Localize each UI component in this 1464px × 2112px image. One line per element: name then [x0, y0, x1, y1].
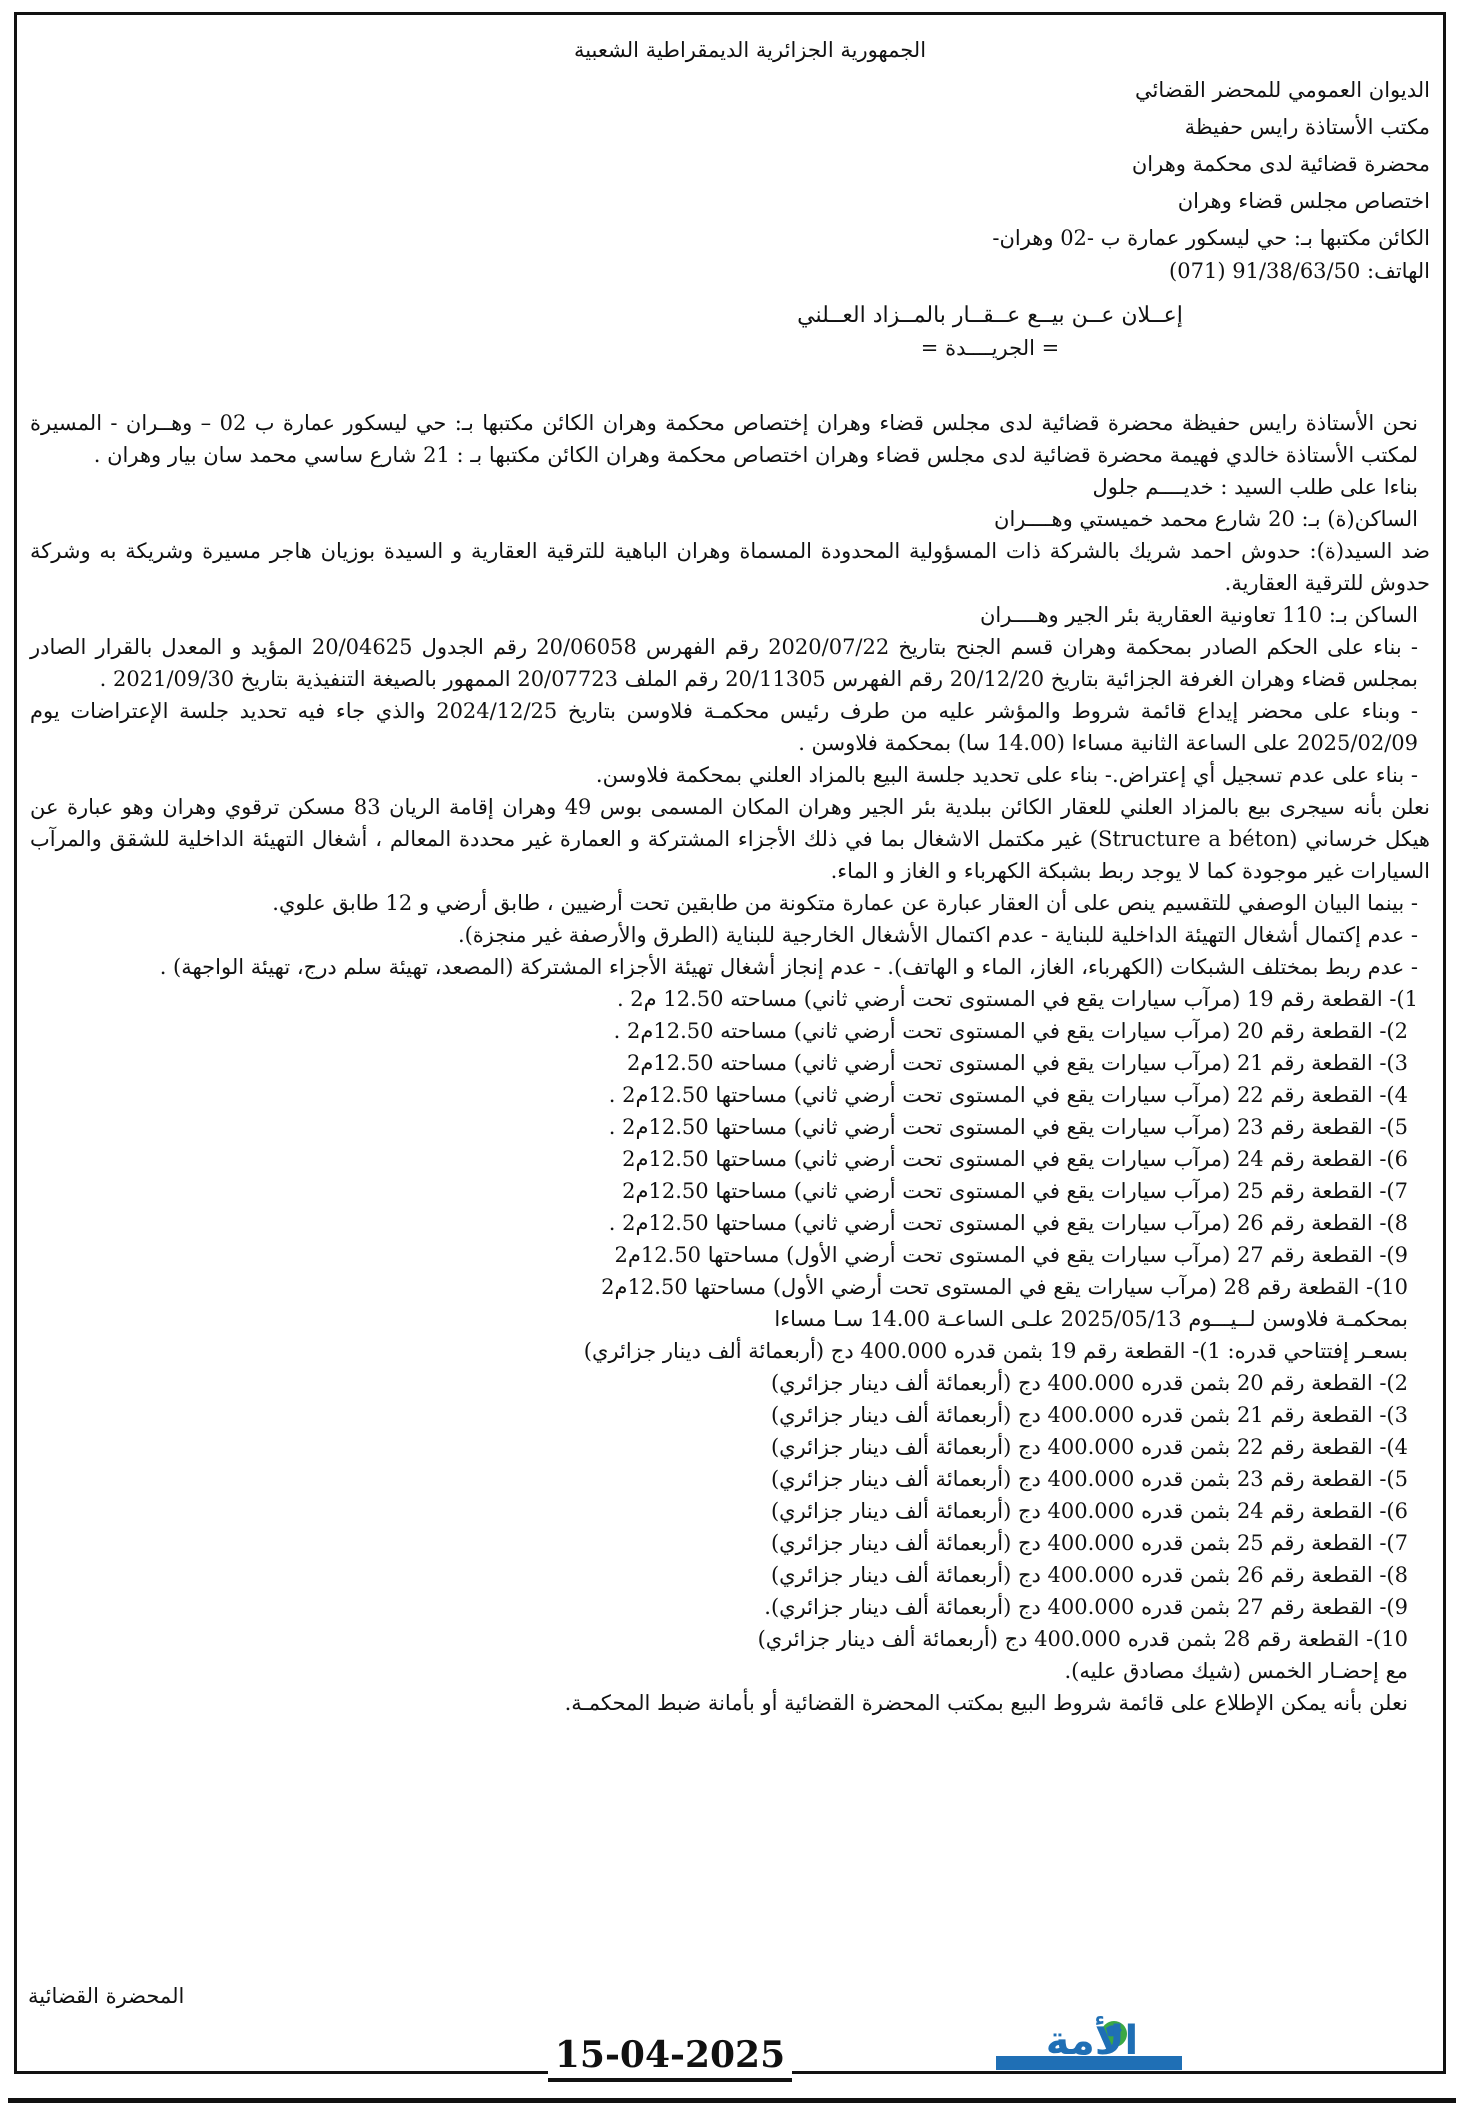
prices-list — [30, 1335, 1430, 1655]
sale-notice-paragraph: نعلن بأنه سيجرى بيع بالمزاد العلني للعقار الكائن ببلدية بئر الجير وهران المكان المسمى بوس 49 وهران إقامة الريان 83 مسكن ترقوي وهران وهو عبارة عن هيكل خرساني (Structure a béton) غير مكتمل الاشغال بما في ذلك الأجزاء المشتركة و العمارة غير محددة المعالم ، أشغال التهيئة الداخلية للشقق والمرآب السيارات غير موجودة كما لا يوجد ربط بشبكة الكهرباء و الغاز و الماء. — [30, 795, 1430, 883]
price-item: 8)- القطعة رقم 26 بثمن قدره 400.000 دج (أربعمائة ألف دينار جزائري) — [770, 1563, 1408, 1587]
price-item: 2)- القطعة رقم 20 بثمن قدره 400.000 دج (أربعمائة ألف دينار جزائري) — [770, 1371, 1408, 1395]
logo-text: الأمة — [1045, 2018, 1139, 2064]
request-line: بناءا على طلب السيد : خديــــم جلول — [1092, 475, 1418, 499]
office-line: محضرة قضائية لدى محكمة وهران — [1131, 152, 1430, 176]
lot-item: 10)- القطعة رقم 28 (مرآب سيارات يقع في المستوى تحت أرضي الأول) مساحتها 12.50م2 — [601, 1275, 1408, 1299]
lot-item: 2)- القطعة رقم 20 (مرآب سيارات يقع في المستوى تحت أرضي ثاني) مساحته 12.50م2 . — [613, 1019, 1408, 1043]
intro-paragraph: نحن الأستاذة رايس حفيظة محضرة قضائية لدى مجلس قضاء وهران إختصاص محكمة وهران الكائن مكتبها بـ: حي ليسكور عمارة ب 02 – وهــران - المسيرة لمكتب الأستاذة خالدي فهيمة محضرة قضائية لدى مجلس قضاء وهران اختصاص محكمة وهران الكائن مكتبها بـ : 21 شارع ساسي محمد سان بيار وهران . — [30, 411, 1418, 467]
signature-label: المحضرة القضائية — [28, 1984, 185, 2008]
newspaper-logo — [996, 2010, 1182, 2074]
judgment-paragraph: - بناء على الحكم الصادر بمحكمة وهران قسم الجنح بتاريخ 2020/07/22 رقم الفهرس 20/06058 رقم الجدول 20/04625 المؤيد و المعدل بالقرار الصادر بمجلس قضاء وهران الغرفة الجزائية بتاريخ 20/12/20 رقم الفهرس 20/11305 رقم الملف 20/07723 الممهور بالصيغة التنفيذية بتاريخ 2021/09/30 . — [30, 635, 1418, 691]
court-session-line: بمحكمـة فلاوسن لــيـــوم 2025/05/13 علـى الساعـة 14.00 سـا مساءا — [774, 1307, 1408, 1331]
bottom-rule — [8, 2098, 1456, 2109]
office-info — [30, 72, 1430, 285]
networks-line: - عدم ربط بمختلف الشبكات (الكهرباء، الغاز، الماء و الهاتف). - عدم إنجاز أشغال تهيئة الأجزاء المشتركة (المصعد، تهيئة سلم درج، تهيئة الواجهة) . — [159, 955, 1418, 979]
price-item: 4)- القطعة رقم 22 بثمن قدره 400.000 دج (أربعمائة ألف دينار جزائري) — [770, 1435, 1408, 1459]
lot-item: 1)- القطعة رقم 19 (مرآب سيارات يقع في المستوى تحت أرضي ثاني) مساحته 12.50 م2 . — [616, 987, 1418, 1011]
price-item: 9)- القطعة رقم 27 بثمن قدره 400.000 دج (أربعمائة ألف دينار جزائري). — [764, 1595, 1408, 1619]
lot-item: 3)- القطعة رقم 21 (مرآب سيارات يقع في المستوى تحت أرضي ثاني) مساحته 12.50م2 — [626, 1051, 1408, 1075]
announcement-subtitle: = الجريــــدة = — [920, 336, 1060, 360]
lot-item: 9)- القطعة رقم 27 (مرآب سيارات يقع في المستوى تحت أرضي الأول) مساحتها 12.50م2 — [614, 1243, 1408, 1267]
deposit-paragraph: - وبناء على محضر إيداع قائمة شروط والمؤشر عليه من طرف رئيس محكمـة فلاوسن بتاريخ 2024/12/25 والذي جاء فيه تحديد جلسة الإعتراضات يوم 2025/02/09 على الساعة الثانية مساءا (14.00 سا) بمحكمة فلاوسن . — [30, 699, 1418, 755]
against-resident-line: الساكن بـ: 110 تعاونية العقارية بئر الجير وهــــران — [980, 603, 1418, 627]
lot-item: 4)- القطعة رقم 22 (مرآب سيارات يقع في المستوى تحت أرضي ثاني) مساحتها 12.50م2 . — [608, 1083, 1408, 1107]
office-phone: الهاتف: 91/38/63/50 (071) — [1169, 259, 1430, 283]
no-objection-line: - بناء على عدم تسجيل أي إعتراض.- بناء على تحديد جلسة البيع بالمزاد العلني بمحكمة فلاوسن. — [595, 763, 1418, 787]
lots-list — [30, 983, 1430, 1303]
against-paragraph: ضد السيد(ة): حدوش احمد شريك بالشركة ذات المسؤولية المحدودة المسماة وهران الباهية للترقية العقارية و السيدة بوزيان هاجر مسيرة وشريكة به وشركة حدوش للترقية العقارية. — [30, 539, 1430, 595]
resident-line: الساكن(ة) بـ: 20 شارع محمد خميستي وهــــران — [994, 507, 1418, 531]
price-item: 3)- القطعة رقم 21 بثمن قدره 400.000 دج (أربعمائة ألف دينار جزائري) — [770, 1403, 1408, 1427]
office-line: الكائن مكتبها بـ: حي ليسكور عمارة ب -02 وهران- — [992, 226, 1430, 250]
announcement-document — [30, 28, 1430, 1719]
price-item: 5)- القطعة رقم 23 بثمن قدره 400.000 دج (أربعمائة ألف دينار جزائري) — [770, 1467, 1408, 1491]
closing-line: مع إحضـار الخمس (شيك مصادق عليه). — [1064, 1659, 1408, 1683]
incomplete-line: - عدم إكتمال أشغال التهيئة الداخلية للبناية - عدم اكتمال الأشغال الخارجية للبناية (الطرق والأرصفة غير منجزة). — [457, 923, 1418, 947]
price-item: 10)- القطعة رقم 28 بثمن قدره 400.000 دج (أربعمائة ألف دينار جزائري) — [757, 1627, 1408, 1651]
price-item: بسعـر إفتتاحي قدره: 1)- القطعة رقم 19 بثمن قدره 400.000 دج (أربعمائة ألف دينار جزائري) — [583, 1339, 1408, 1363]
lot-item: 5)- القطعة رقم 23 (مرآب سيارات يقع في المستوى تحت أرضي ثاني) مساحتها 12.50م2 . — [608, 1115, 1408, 1139]
publication-date: 15-04-2025 — [548, 2032, 792, 2082]
lot-item: 6)- القطعة رقم 24 (مرآب سيارات يقع في المستوى تحت أرضي ثاني) مساحتها 12.50م2 — [622, 1147, 1408, 1171]
description-line: - بينما البيان الوصفي للتقسيم ينص على أن العقار عبارة عن عمارة متكونة من طابقين تحت أرضيين ، طابق أرضي و 12 طابق علوي. — [272, 891, 1418, 915]
republic-header: الجمهورية الجزائرية الديمقراطية الشعبية — [573, 38, 927, 62]
office-line: اختصاص مجلس قضاء وهران — [1177, 189, 1430, 213]
closing-line: نعلن بأنه يمكن الإطلاع على قائمة شروط البيع بمكتب المحضرة القضائية أو بأمانة ضبط المحكمـة. — [564, 1691, 1408, 1715]
office-line: الديوان العمومي للمحضر القضائي — [1135, 78, 1430, 102]
lot-item: 8)- القطعة رقم 26 (مرآب سيارات يقع في المستوى تحت أرضي ثاني) مساحتها 12.50م2 . — [608, 1211, 1408, 1235]
price-item: 6)- القطعة رقم 24 بثمن قدره 400.000 دج (أربعمائة ألف دينار جزائري) — [770, 1499, 1408, 1523]
office-line: مكتب الأستاذة رايس حفيظة — [1184, 115, 1430, 139]
price-item: 7)- القطعة رقم 25 بثمن قدره 400.000 دج (أربعمائة ألف دينار جزائري) — [770, 1531, 1408, 1555]
lot-item: 7)- القطعة رقم 25 (مرآب سيارات يقع في المستوى تحت أرضي ثاني) مساحتها 12.50م2 — [622, 1179, 1408, 1203]
announcement-title: إعــلان عــن بيــع عــقــار بالمــزاد العــلني — [797, 303, 1183, 328]
